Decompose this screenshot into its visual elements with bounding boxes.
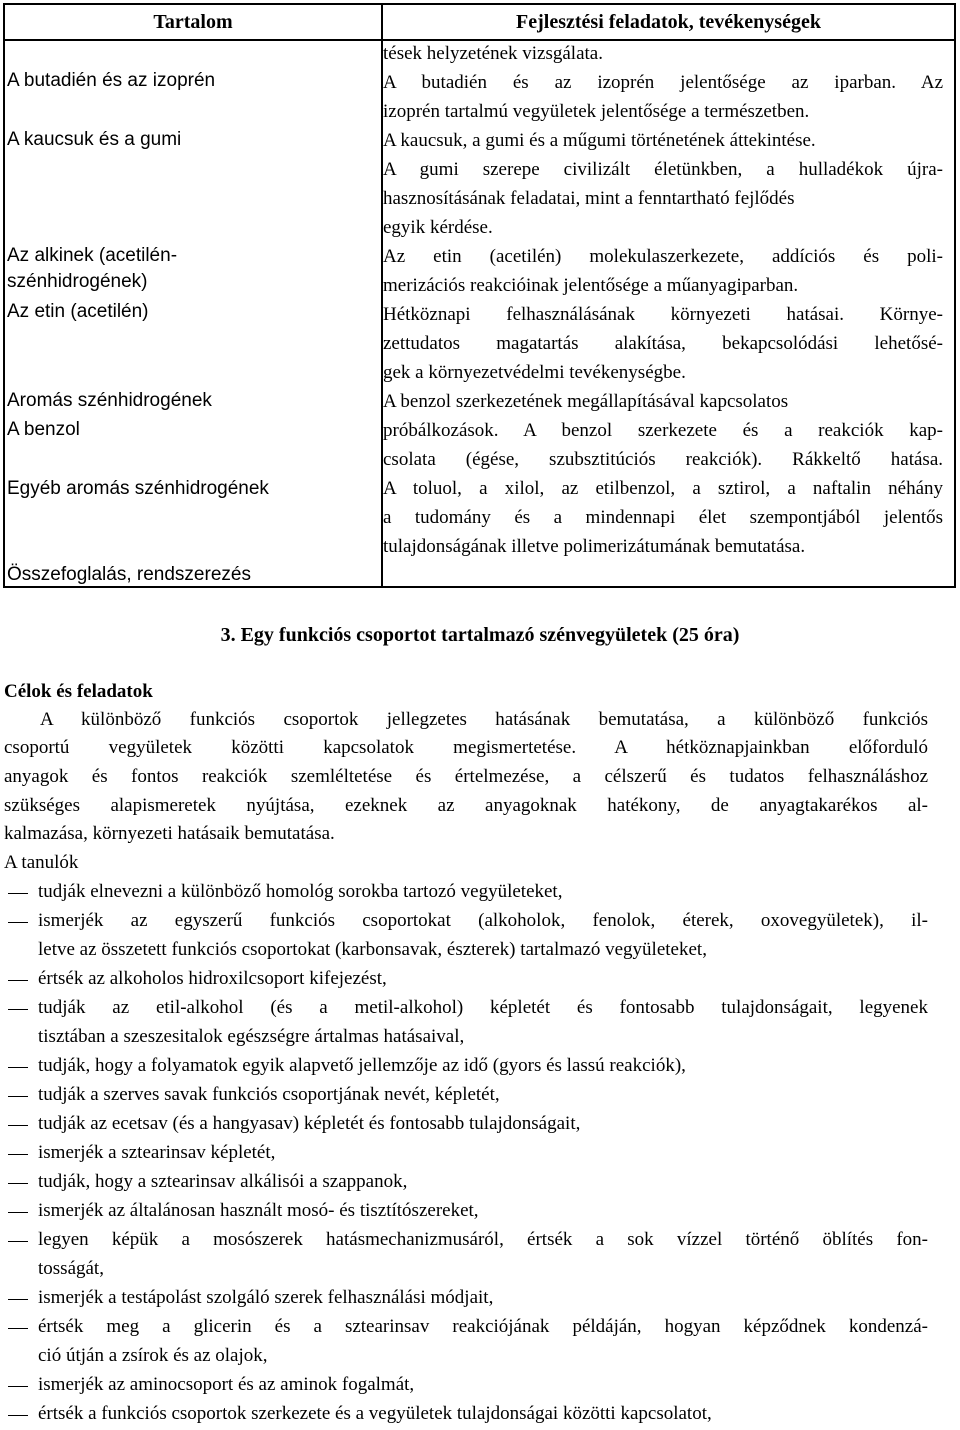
bullet-line: értsék meg a glicerin és a sztearinsav reakciójának példáján, hogyan képződnek kondenzá-: [38, 1316, 928, 1337]
dash-bullet: [8, 1299, 28, 1300]
dash-bullet: [8, 1328, 28, 1329]
table-topic: A benzol: [7, 419, 80, 440]
table-activity-line: zettudatos magatartás alakítása, bekapcsolódási lehetősé-: [383, 333, 943, 354]
dash-bullet: [8, 1067, 28, 1068]
bullet-line: letve az összetett funkciós csoportokat (karbonsavak, észterek) tartalmazó vegyületeket,: [38, 939, 707, 960]
dash-bullet: [8, 1212, 28, 1213]
table-topic: Összefoglalás, rendszerezés: [7, 564, 251, 585]
dash-bullet: [8, 1125, 28, 1126]
dash-bullet: [8, 893, 28, 894]
bullet-line: tudják elnevezni a különböző homológ sorokba tartozó vegyületeket,: [38, 881, 563, 902]
table-header-content: Tartalom: [153, 11, 233, 33]
goals-paragraph-line: kalmazása, környezeti hatásaik bemutatása.: [4, 823, 335, 844]
table-activity-line: tulajdonságának illetve polimerizátumának bemutatása.: [383, 536, 806, 557]
bullet-line: ismerjék az aminocsoport és az aminok fogalmát,: [38, 1374, 415, 1395]
dash-bullet: [8, 1183, 28, 1184]
table-activity-line: Hétköznapi felhasználásának környezeti hatásai. Környe-: [383, 304, 943, 325]
bullet-line: tosságát,: [38, 1258, 104, 1279]
bullet-line: értsék a funkciós csoportok szerkezete és a vegyületek tulajdonságai közötti kapcsolatot,: [38, 1403, 712, 1424]
table-activity-line: tések helyzetének vizsgálata.: [383, 43, 603, 64]
bullet-line: legyen képük a mosószerek hatásmechanizmusáról, értsék a sok vízzel történő öblítés fon-: [38, 1229, 928, 1250]
bullet-line: ismerjék a sztearinsav képletét,: [38, 1142, 276, 1163]
table-activity-line: merizációs reakcióinak jelentősége a műanyagiparban.: [383, 275, 799, 296]
dash-bullet: [8, 1241, 28, 1242]
bullet-line: tudják, hogy a folyamatok egyik alapvető jellemzője az idő (gyors és lassú reakciók),: [38, 1055, 686, 1076]
dash-bullet: [8, 1096, 28, 1097]
dash-bullet: [8, 1154, 28, 1155]
table-activity-line: hasznosításának feladatai, mint a fenntartható fejlődés: [383, 188, 795, 209]
table-header-divider: [5, 39, 954, 41]
table-activity-line: A gumi szerepe civilizált életünkben, a hulladékok újra-: [383, 159, 943, 180]
table-header-activities: Fejlesztési feladatok, tevékenységek: [516, 11, 821, 33]
table-activity-line: A butadién és az izoprén jelentősége az iparban. Az: [383, 72, 943, 93]
dash-bullet: [8, 980, 28, 981]
bullet-line: ismerjék a testápolást szolgáló szerek felhasználási módjait,: [38, 1287, 494, 1308]
bullet-line: tisztában a szeszesitalok egészségre ártalmas hatásaival,: [38, 1026, 465, 1047]
bullet-line: ismerjék az általánosan használt mosó- és tisztítószereket,: [38, 1200, 479, 1221]
section-title: 3. Egy funkciós csoportot tartalmazó szénvegyületek (25 óra): [220, 624, 740, 646]
bullet-line: tudják a szerves savak funkciós csoportjának nevét, képletét,: [38, 1084, 500, 1105]
goals-paragraph-line: anyagok és fontos reakciók szemléltetése és értelmezése, a célszerű és tudatos felhasználáshoz: [4, 766, 928, 787]
table-topic: Az alkinek (acetilén-: [7, 245, 178, 266]
bullet-line: tudják az ecetsav (és a hangyasav) képletét és fontosabb tulajdonságait,: [38, 1113, 581, 1134]
table-activity-line: a tudomány és a mindennapi élet szempontjából jelentős: [383, 507, 943, 528]
table-activity-line: A toluol, a xilol, az etilbenzol, a sztirol, a naftalin néhány: [383, 478, 943, 499]
table-topic: A kaucsuk és a gumi: [7, 129, 182, 150]
table-topic: A butadién és az izoprén: [7, 70, 216, 91]
students-label: A tanulók: [4, 852, 79, 873]
table-topic: Aromás szénhidrogének: [7, 390, 212, 411]
table-topic: Egyéb aromás szénhidrogének: [7, 478, 269, 499]
table-activity-line: izoprén tartalmú vegyületek jelentősége a természetben.: [383, 101, 810, 122]
table-activity-line: Az etin (acetilén) molekulaszerkezete, addíciós és poli-: [383, 246, 943, 267]
bullet-line: ció útján a zsírok és az olajok,: [38, 1345, 268, 1366]
dash-bullet: [8, 922, 28, 923]
table-topic: szénhidrogének): [7, 271, 148, 292]
table-activity-line: A kaucsuk, a gumi és a műgumi történetének áttekintése.: [383, 130, 816, 151]
goals-paragraph-line: szükséges alapismeretek nyújtása, ezeknek az anyagoknak hatékony, de anyagtakarékos al-: [4, 795, 928, 816]
dash-bullet: [8, 1386, 28, 1387]
bullet-line: tudják az etil-alkohol (és a metil-alkohol) képletét és fontosabb tulajdonságait, legyenek: [38, 997, 928, 1018]
goals-paragraph-line: csoportú vegyületek közötti kapcsolatok megismertetése. A hétköznapjainkban előforduló: [4, 737, 928, 758]
bullet-line: ismerjék az egyszerű funkciós csoportokat (alkoholok, fenolok, éterek, oxovegyületek), il-: [38, 910, 928, 931]
table-activity-line: csolata (égése, szubsztitúciós reakciók). Rákkeltő hatása.: [383, 449, 943, 470]
bullet-line: tudják, hogy a sztearinsav alkálisói a szappanok,: [38, 1171, 408, 1192]
table-activity-line: gek a környezetvédelmi tevékenységbe.: [383, 362, 686, 383]
goals-paragraph-line: A különböző funkciós csoportok jellegzetes hatásának bemutatása, a különböző funkciós: [40, 709, 928, 730]
bullet-line: értsék az alkoholos hidroxilcsoport kifejezést,: [38, 968, 387, 989]
dash-bullet: [8, 1009, 28, 1010]
table-activity-line: egyik kérdése.: [383, 217, 493, 238]
table-topic: Az etin (acetilén): [7, 301, 149, 322]
goals-heading: Célok és feladatok: [4, 681, 153, 702]
dash-bullet: [8, 1415, 28, 1416]
table-activity-line: próbálkozások. A benzol szerkezete és a reakciók kap-: [383, 420, 943, 441]
table-activity-line: A benzol szerkezetének megállapításával kapcsolatos: [383, 391, 789, 412]
